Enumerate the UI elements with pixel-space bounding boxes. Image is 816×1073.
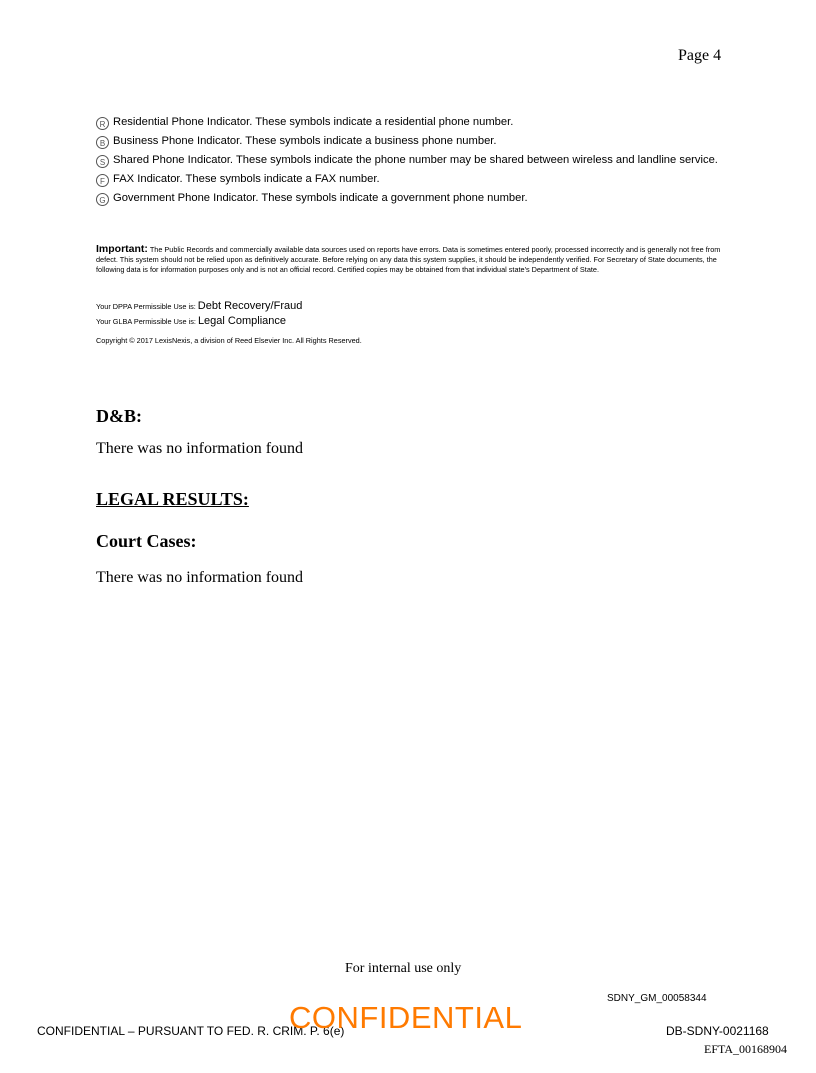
dppa-label: Your DPPA Permissible Use is: xyxy=(96,302,196,311)
court-cases-result: There was no information found xyxy=(96,569,304,586)
legend-text: Business Phone Indicator. These symbols indicate a business phone number. xyxy=(113,135,497,147)
important-disclaimer xyxy=(96,244,721,275)
legend-item-residential xyxy=(96,114,721,130)
bates-number-sdny-gm: SDNY_GM_00058344 xyxy=(607,993,707,1004)
confidential-notice: CONFIDENTIAL – PURSUANT TO FED. R. CRIM. P. 6(e) xyxy=(37,1024,345,1038)
db-heading: D&B: xyxy=(96,406,142,426)
page-number: Page 4 xyxy=(678,47,722,64)
dppa-row xyxy=(96,299,302,314)
legal-results-heading: LEGAL RESULTS: xyxy=(96,489,249,509)
permissible-use xyxy=(96,299,302,329)
legend-text: Government Phone Indicator. These symbols indicate a government phone number. xyxy=(113,192,528,204)
efta-number: EFTA_00168904 xyxy=(704,1042,788,1056)
government-phone-icon: G xyxy=(96,193,109,206)
dppa-value: Debt Recovery/Fraud xyxy=(197,300,303,312)
glba-value: Legal Compliance xyxy=(197,315,286,327)
legend-item-fax xyxy=(96,171,721,187)
residential-phone-icon: R xyxy=(96,117,109,130)
legend-text: FAX Indicator. These symbols indicate a FAX number. xyxy=(113,173,380,185)
legend-item-shared xyxy=(96,152,721,168)
phone-indicator-legend xyxy=(96,114,721,209)
confidential-stamp: CONFIDENTIAL xyxy=(289,1000,523,1035)
fax-icon: F xyxy=(96,174,109,187)
bates-number-db-sdny: DB-SDNY-0021168 xyxy=(666,1024,769,1038)
glba-row xyxy=(96,314,302,329)
legend-item-government xyxy=(96,190,721,206)
important-text: The Public Records and commercially available data sources used on reports have errors. Data is sometimes entered poorly, processed incorrectly and is generally not free from defect. This system should not be relied upon as definitively accurate. Before relying on any data this system supplies, it should be independently verified. For Secretary of State documents, the following data is for information purposes only and is not an official record. Certified copies may be obtained from that individual state's Department of State. xyxy=(96,245,721,274)
shared-phone-icon: S xyxy=(96,155,109,168)
important-label: Important: xyxy=(96,243,148,255)
db-result: There was no information found xyxy=(96,440,304,457)
business-phone-icon: B xyxy=(96,136,109,149)
court-cases-heading: Court Cases: xyxy=(96,531,197,551)
copyright: Copyright © 2017 LexisNexis, a division of Reed Elsevier Inc. All Rights Reserved. xyxy=(96,336,362,345)
legend-text: Residential Phone Indicator. These symbols indicate a residential phone number. xyxy=(113,116,514,128)
legend-text: Shared Phone Indicator. These symbols indicate the phone number may be shared between wireless and landline service. xyxy=(113,154,718,166)
legend-item-business xyxy=(96,133,721,149)
internal-use-note: For internal use only xyxy=(345,961,462,976)
glba-label: Your GLBA Permissible Use is: xyxy=(96,317,196,326)
